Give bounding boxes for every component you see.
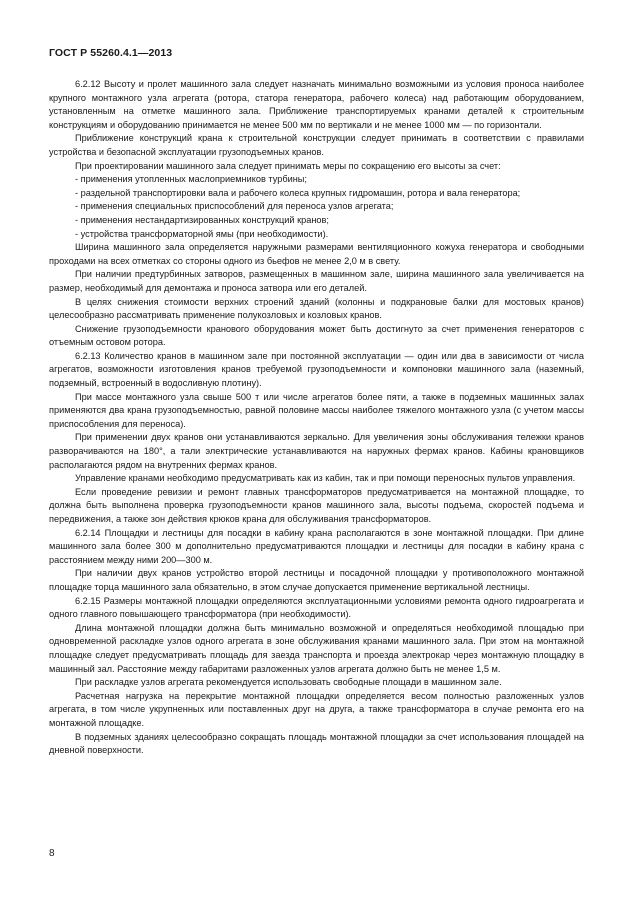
paragraph: При наличии предтурбинных затворов, размещенных в машинном зале, ширина машинного зала увеличивается на размер, необходимый для демонтажа и проноса затвора или его деталей. xyxy=(49,269,584,293)
paragraph: Управление кранами необходимо предусматривать как из кабин, так и при помощи переносных пультов управления. xyxy=(75,473,576,484)
paragraph: При наличии двух кранов устройство второй лестницы и посадочной площадки у противоположного монтажной площадке торца машинного зала обязательно, в этом случае допускается применение вертикальной лестницы. xyxy=(49,568,584,592)
list-item: - применения нестандартизированных конструкций кранов; xyxy=(75,214,329,225)
list-item: - устройства трансформаторной ямы (при необходимости). xyxy=(75,228,329,239)
paragraph: Снижение грузоподъемности кранового оборудования может быть достигнуто за счет применения генераторов с отъемным остовом ротора. xyxy=(49,323,584,348)
paragraph: 6.2.13 Количество кранов в машинном зале при постоянной эксплуатации — один или два в зависимости от числа агрегатов, возможности изготовления кранов требуемой грузоподъемности и компоновки машинного зала (наземный, подземный, встроенный в водосливную плотину). xyxy=(49,350,584,389)
document-body xyxy=(49,78,584,758)
paragraph: Длина монтажной площадки должна быть минимально возможной и определяться необходимой площадью при одновременной раскладке узлов одного агрегата в зоне обслуживания кранами машинного зала. При этом на монтажной площадке следует предусматривать площадь для заезда транспорта и проезда электрокар через монтажную площадку в машинный зал. Расстояние между габаритами разложенных узлов агрегата должно быть не менее 1,5 м. xyxy=(49,622,584,674)
paragraph: 6.2.15 Размеры монтажной площадки определяются эксплуатационными условиями ремонта одного гидроагрегата и одного главного повышающего трансформатора (при необходимости). xyxy=(49,595,584,620)
document-header: ГОСТ Р 55260.4.1—2013 xyxy=(49,47,173,59)
paragraph: Приближение конструкций крана к строительной конструкции следует принимать в соответствии с правилами устройства и безопасной эксплуатации грузоподъемных кранов. xyxy=(49,133,584,157)
list-item: - применения утопленных маслоприемников турбины; xyxy=(75,174,307,185)
paragraph: 6.2.12 Высоту и пролет машинного зала следует назначать минимально возможными из условия проноса наиболее крупного монтажного узла агрегата (ротора, статора генератора, рабочего колеса) над работающим оборудованием, установленным на отметке машинного зала. Приближение транспортируемых кранами деталей к строительным конструкциям и оборудованию принимается не менее 500 мм по вертикали и не менее 1000 мм — по горизонтали. xyxy=(49,79,584,130)
list-item: - применения специальных приспособлений для переноса узлов агрегата; xyxy=(75,201,394,212)
paragraph: В подземных зданиях целесообразно сокращать площадь монтажной площадки за счет использования площадей на дневной поверхности. xyxy=(49,731,584,756)
paragraph: При проектировании машинного зала следует принимать меры по сокращению его высоты за счет: xyxy=(75,160,501,171)
paragraph: В целях снижения стоимости верхних строений зданий (колонны и подкрановые балки для мостовых кранов) целесообразно рассматривать применение полукозловых и козловых кранов. xyxy=(49,296,584,321)
paragraph: Ширина машинного зала определяется наружными размерами вентиляционного кожуха генератора и свободными проходами на всех отметках со стороны одного из бьефов не менее 2,0 м в свету. xyxy=(49,242,584,266)
paragraph: Расчетная нагрузка на перекрытие монтажной площадки определяется весом полностью разложенных узлов агрегата, в том числе укрупненных или поставленных друг на друга, а также трансформатора в случае ремонта его на монтажной площадке. xyxy=(49,690,584,728)
page-number: 8 xyxy=(49,848,55,859)
paragraph: При массе монтажного узла свыше 500 т или числе агрегатов более пяти, а также в подземных машинных залах применяются два крана грузоподъемностью, равной половине массы наиболее тяжелого монтажного узла (с учетом массы приспособления для переноса). xyxy=(49,391,584,429)
paragraph: При применении двух кранов они устанавливаются зеркально. Для увеличения зоны обслуживания тележки кранов разворачиваются на 180°, а тали электрические устанавливаются на наружных фермах кранов. Кабины крановщиков располагаются рядом на внутренних фермах кранов. xyxy=(49,432,584,470)
paragraph: При раскладке узлов агрегата рекомендуется использовать свободные площади в машинном зале. xyxy=(75,677,502,688)
list-item: - раздельной транспортировки вала и рабочего колеса крупных гидромашин, ротора и вала генератора; xyxy=(75,187,521,198)
paragraph: 6.2.14 Площадки и лестницы для посадки в кабину крана располагаются в зоне монтажной площадки. При длине машинного зала более 300 м дополнительно предусматриваются площадки и лестницы для посадки в кабину крана с расстоянием между ними 200—300 м. xyxy=(49,527,584,565)
paragraph: Если проведение ревизии и ремонт главных трансформаторов предусматривается на монтажной площадке, то должна быть выполнена проверка грузоподъемности кранов машинного зала, высоты подъема, скоростей подъема и передвижения, а также зон действия крюков крана для обслуживания трансформаторов. xyxy=(49,486,584,524)
